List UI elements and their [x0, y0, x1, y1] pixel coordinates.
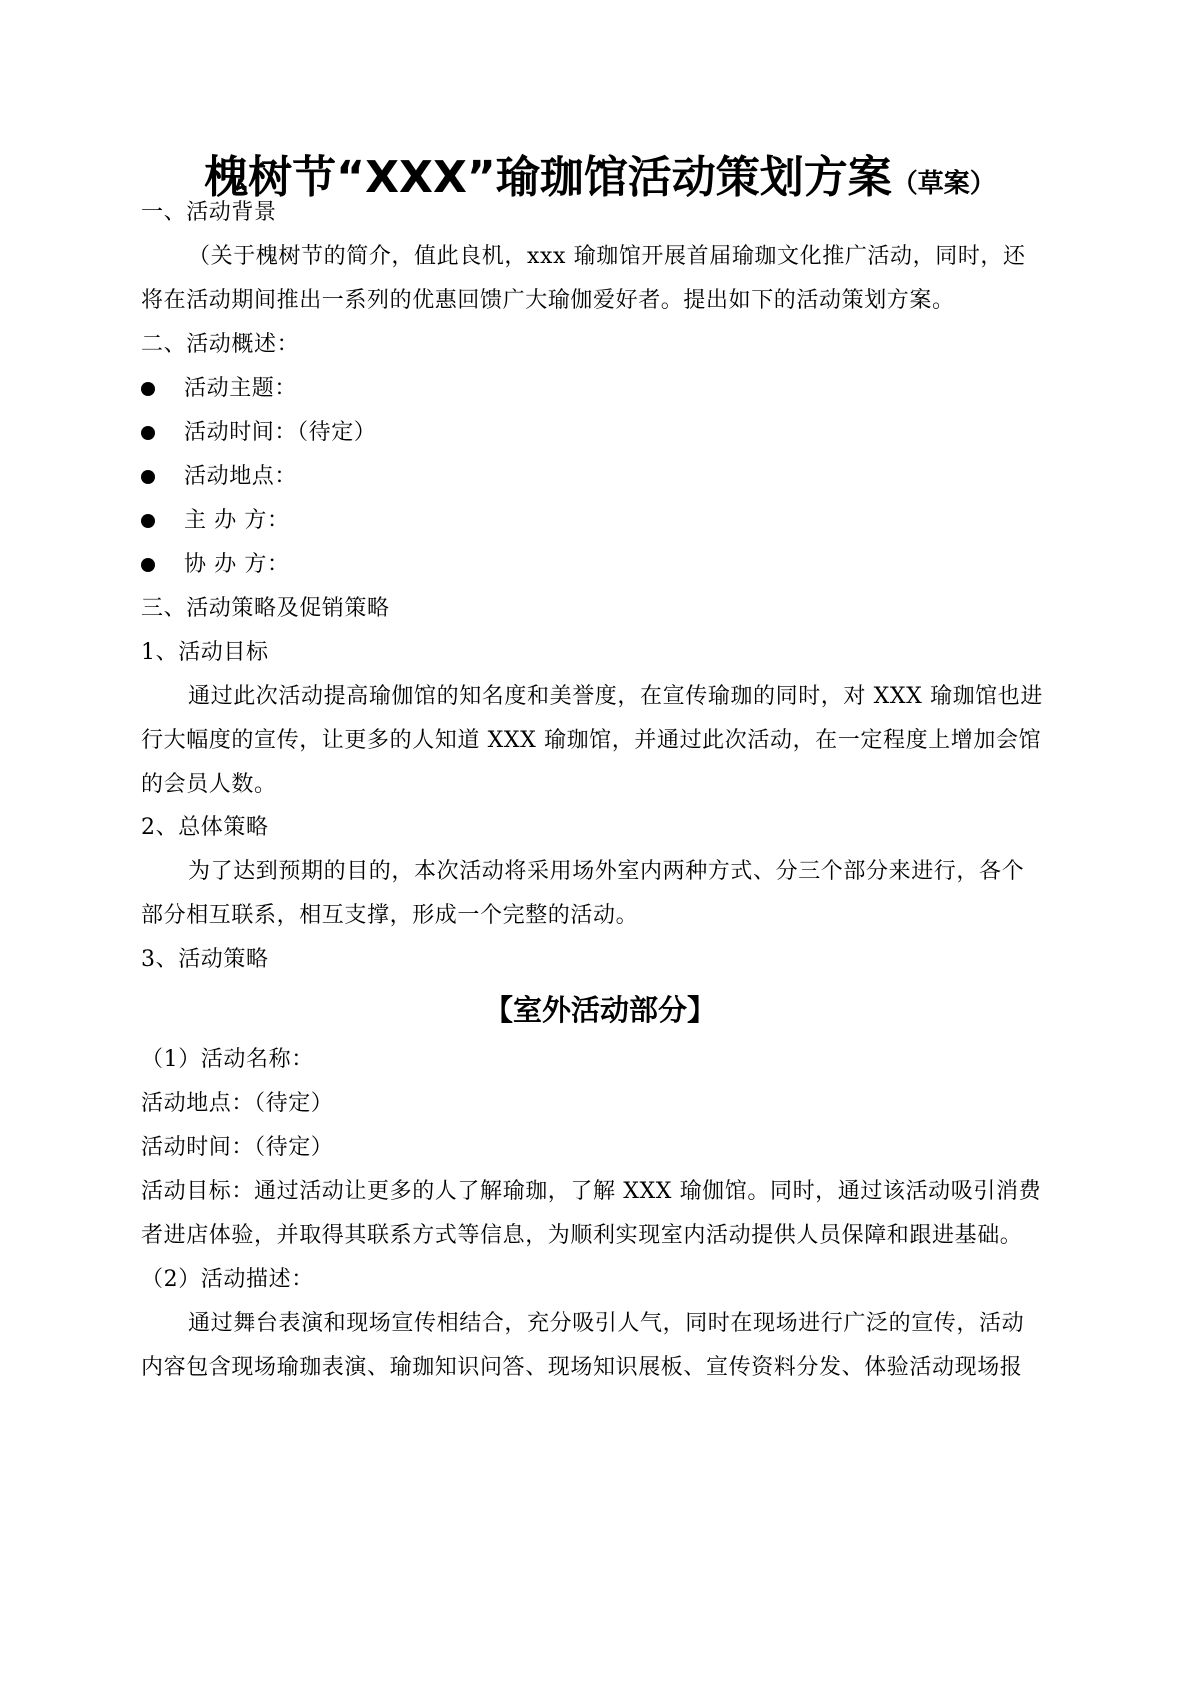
- outdoor-description-line-1: 通过舞台表演和现场宣传相结合，充分吸引人气，同时在现场进行广泛的宣传，活动: [188, 1311, 1025, 1336]
- bullet-dot-icon: [141, 470, 155, 484]
- goal-paragraph-line-2: 行大幅度的宣传，让更多的人知道 XXX 瑜珈馆，并通过此次活动，在一定程度上增加会馆: [141, 728, 1042, 753]
- bullet-text: 活动时间：（待定）: [184, 420, 377, 445]
- outdoor-activity-time: 活动时间：（待定）: [141, 1135, 334, 1160]
- overall-strategy-line-2: 部分相互联系，相互支撑，形成一个完整的活动。: [141, 903, 639, 928]
- section-heading-overview: 二、活动概述：: [141, 332, 300, 357]
- background-paragraph-line-1: （关于槐树节的简介，值此良机，xxx 瑜珈馆开展首届瑜珈文化推广活动，同时，还: [188, 244, 1026, 269]
- subheading-goal: 1、活动目标: [141, 640, 269, 665]
- bullet-dot-icon: [141, 514, 155, 528]
- document-title-draft-label: （草案）: [891, 169, 996, 199]
- bullet-dot-icon: [141, 426, 155, 440]
- outdoor-activity-place: 活动地点：（待定）: [141, 1091, 334, 1116]
- goal-paragraph-line-3: 的会员人数。: [141, 772, 277, 797]
- bullet-dot-icon: [141, 382, 155, 396]
- bullet-dot-icon: [141, 558, 155, 572]
- outdoor-activity-name: （1）活动名称：: [141, 1047, 314, 1072]
- background-paragraph-line-2: 将在活动期间推出一系列的优惠回馈广大瑜伽爱好者。提出如下的活动策划方案。: [141, 288, 955, 313]
- overall-strategy-line-1: 为了达到预期的目的，本次活动将采用场外室内两种方式、分三个部分来进行，各个: [188, 859, 1025, 884]
- section-heading-strategy: 三、活动策略及促销策略: [141, 596, 390, 621]
- outdoor-section-heading: 【室外活动部分】: [483, 993, 716, 1027]
- bullet-text: 活动主题：: [184, 376, 298, 401]
- outdoor-description-line-2: 内容包含现场瑜珈表演、瑜珈知识问答、现场知识展板、宣传资料分发、体验活动现场报: [141, 1355, 1023, 1380]
- bullet-text: 活动地点：: [184, 464, 298, 489]
- outdoor-goal-line-2: 者进店体验，并取得其联系方式等信息，为顺利实现室内活动提供人员保障和跟进基础。: [141, 1223, 1023, 1248]
- bullet-text: 主 办 方：: [184, 508, 290, 533]
- bullet-text: 协 办 方：: [184, 552, 290, 577]
- document-title-main: 槐树节“XXX”瑜珈馆活动策划方案: [204, 152, 892, 203]
- subheading-activity-strategy: 3、活动策略: [141, 947, 269, 972]
- outdoor-activity-description-heading: （2）活动描述：: [141, 1267, 314, 1292]
- goal-paragraph-line-1: 通过此次活动提高瑜伽馆的知名度和美誉度，在宣传瑜珈的同时，对 XXX 瑜珈馆也进: [188, 684, 1043, 709]
- section-heading-background: 一、活动背景: [141, 200, 277, 225]
- outdoor-goal-line-1: 活动目标：通过活动让更多的人了解瑜珈，了解 XXX 瑜伽馆。同时，通过该活动吸引消费: [141, 1179, 1042, 1204]
- subheading-overall-strategy: 2、总体策略: [141, 815, 269, 840]
